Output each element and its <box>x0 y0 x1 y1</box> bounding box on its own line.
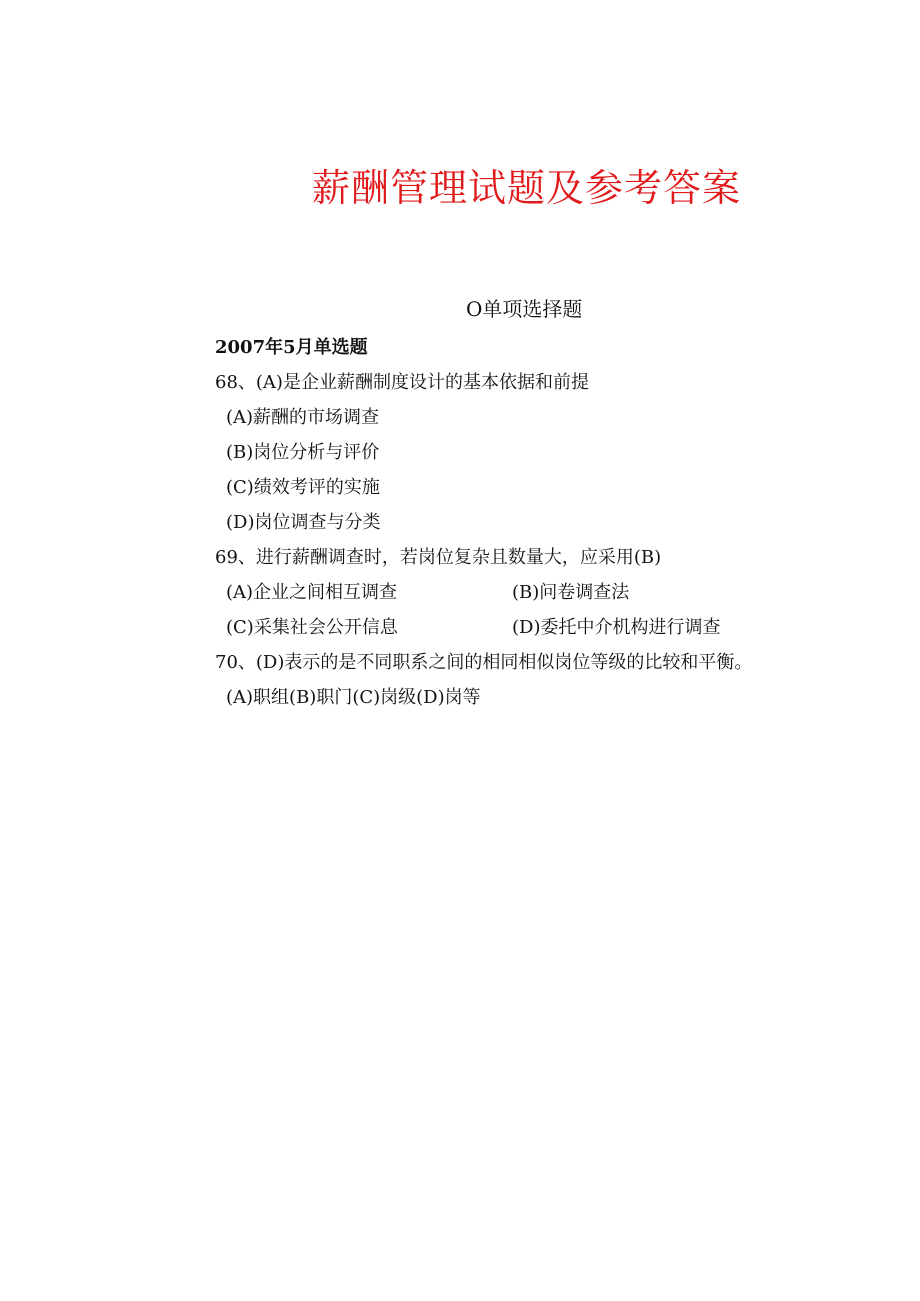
question-69-stem: 69、进行薪酬调查时，若岗位复杂且数量大，应采用(B) <box>215 547 662 568</box>
question-69-option-d: (D)委托中介机构进行调查 <box>512 617 721 638</box>
question-69-option-c: (C)采集社会公开信息 <box>226 617 398 638</box>
question-69-option-b: (B)问卷调查法 <box>512 582 630 603</box>
question-70-stem: 70、(D)表示的是不同职系之间的相同相似岗位等级的比较和平衡。 <box>215 652 753 673</box>
section-heading: O单项选择题 <box>466 297 583 321</box>
question-68-option-a: (A)薪酬的市场调查 <box>226 407 380 428</box>
question-69-option-a: (A)企业之间相互调查 <box>226 582 398 603</box>
question-68-option-d: (D)岗位调查与分类 <box>226 512 381 533</box>
document-title: 薪酬管理试题及参考答案 <box>312 166 742 210</box>
question-70-options: (A)职组(B)职门(C)岗级(D)岗等 <box>226 687 481 708</box>
question-68-option-c: (C)绩效考评的实施 <box>226 477 380 498</box>
question-68-stem: 68、(A)是企业薪酬制度设计的基本依据和前提 <box>215 372 589 393</box>
question-68-option-b: (B)岗位分析与评价 <box>226 442 380 463</box>
subsection-heading: 2007年5月单选题 <box>215 337 368 358</box>
